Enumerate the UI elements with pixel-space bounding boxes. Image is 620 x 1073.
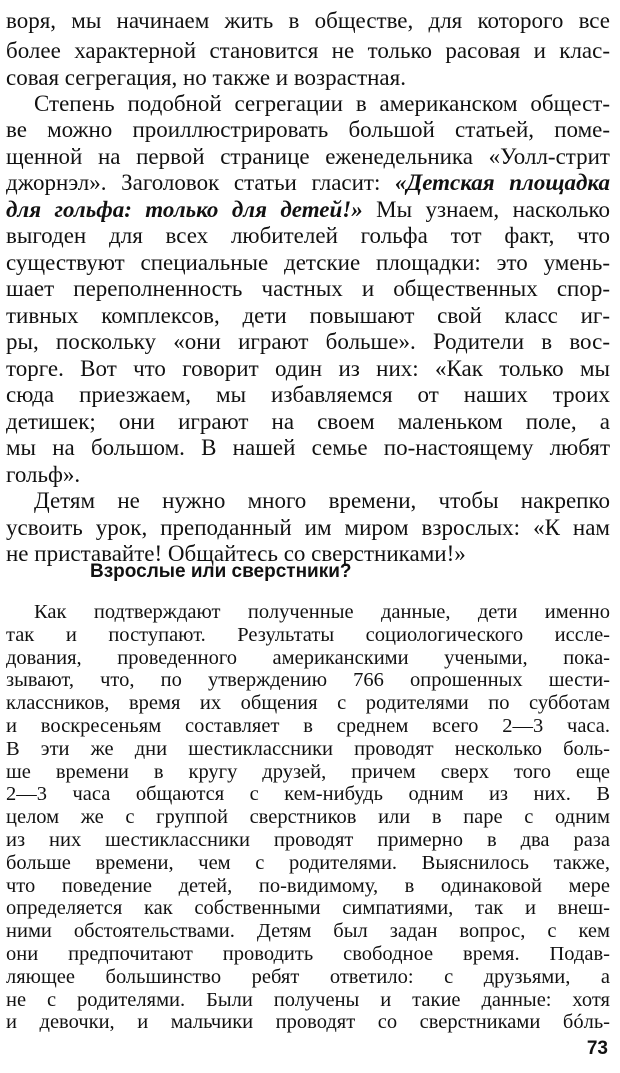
text-line: и девочки, и мальчики проводят со сверстниками бóль- [6,1011,610,1034]
text-line: Как подтверждают полученные данные, дети именно [34,601,610,623]
text-line: что поведение детей, по-видимому, в одинаковой мере [6,874,610,897]
text-line-with-title [6,168,610,198]
text-line: мы на большом. В нашей семье по-настоящему любят [6,435,610,460]
text-line: тивных комплексов, дети повышают свой класс иг- [6,303,610,328]
text-line: ры, поскольку «они играют больше». Родители в вос- [6,329,610,354]
text-line: воря, мы начинаем жить в обществе, для которого все [6,8,610,33]
article-title: «Детская площадка [394,170,610,195]
text-segment: джорнэл». Заголовок статьи гласит: [6,170,395,195]
text-line: усвоить урок, преподанный им миром взрослых: «К нам [6,515,610,540]
text-line: гольф». [6,462,81,487]
text-line: более характерной становится не только расовая и клас- [6,38,610,63]
text-line: больше времени, чем с родителями. Выяснилось также, [6,851,610,874]
text-line: ве можно проиллюстрировать большой статьей, поме- [6,117,610,142]
text-line: шает переполненность частных и общественных спор- [6,276,610,301]
text-line: и воскресеньям составляет в среднем всего 2—3 часа. [6,715,610,737]
text-line: так и поступают. Результаты социологического иссле- [6,623,610,646]
text-line: из них шестиклассники проводят примерно в два раза [6,829,610,851]
text-line: определяется как собственными симпатиями, так и внеш- [6,897,610,920]
text-line: целом же с группой сверстников или в паре с одним [6,806,610,829]
text-line: ними обстоятельствами. Детям был задан вопрос, с кем [6,920,610,943]
text-line: классников, время их общения с родителями по субботам [6,692,610,715]
text-line: не приставайте! Общайтесь со сверстниками!» [6,541,466,566]
text-line: Детям не нужно много времени, чтобы накрепко [34,488,610,513]
article-title: для гольфа: только для детей!» [6,197,363,222]
text-line: 2—3 часа общаются с кем-нибудь одним из них. В [6,783,610,806]
text-line: ляющее большинство ребят ответило: с друзьями, а [6,965,610,988]
text-line: не с родителями. Были получены и такие данные: хотя [6,988,610,1011]
text-line: ше времени в кругу друзей, причем сверх того еще [6,760,610,783]
text-line: зывают, что, по утверждению 766 опрошенных шести- [6,669,610,692]
text-line: Степень подобной сегрегации в американском общест- [34,91,610,116]
text-line: детишек; они играют на своем маленьком поле, а [6,409,610,434]
text-line: торге. Вот что говорит один из них: «Как только мы [6,356,610,381]
text-line: они предпочитают проводить свободное время. Подав- [6,943,610,965]
page-number: 73 [586,1038,608,1060]
text-line: В эти же дни шестиклассники проводят несколько боль- [6,737,610,760]
section-heading: Взрослые или сверстники? [90,561,352,582]
text-line: щенной на первой странице еженедельника «Уолл-стрит [6,144,610,169]
text-line: совая сегрегация, но также и возрастная. [6,65,406,90]
text-segment: Мы узнаем, насколько [362,197,610,222]
text-line: сюда приезжаем, мы избавляемся от наших троих [6,382,610,407]
text-line: существуют специальные детские площадки: это умень- [6,250,610,275]
text-line: дования, проведенного американскими учеными, пока- [6,646,610,669]
text-line: выгоден для всех любителей гольфа тот факт, что [6,223,610,248]
